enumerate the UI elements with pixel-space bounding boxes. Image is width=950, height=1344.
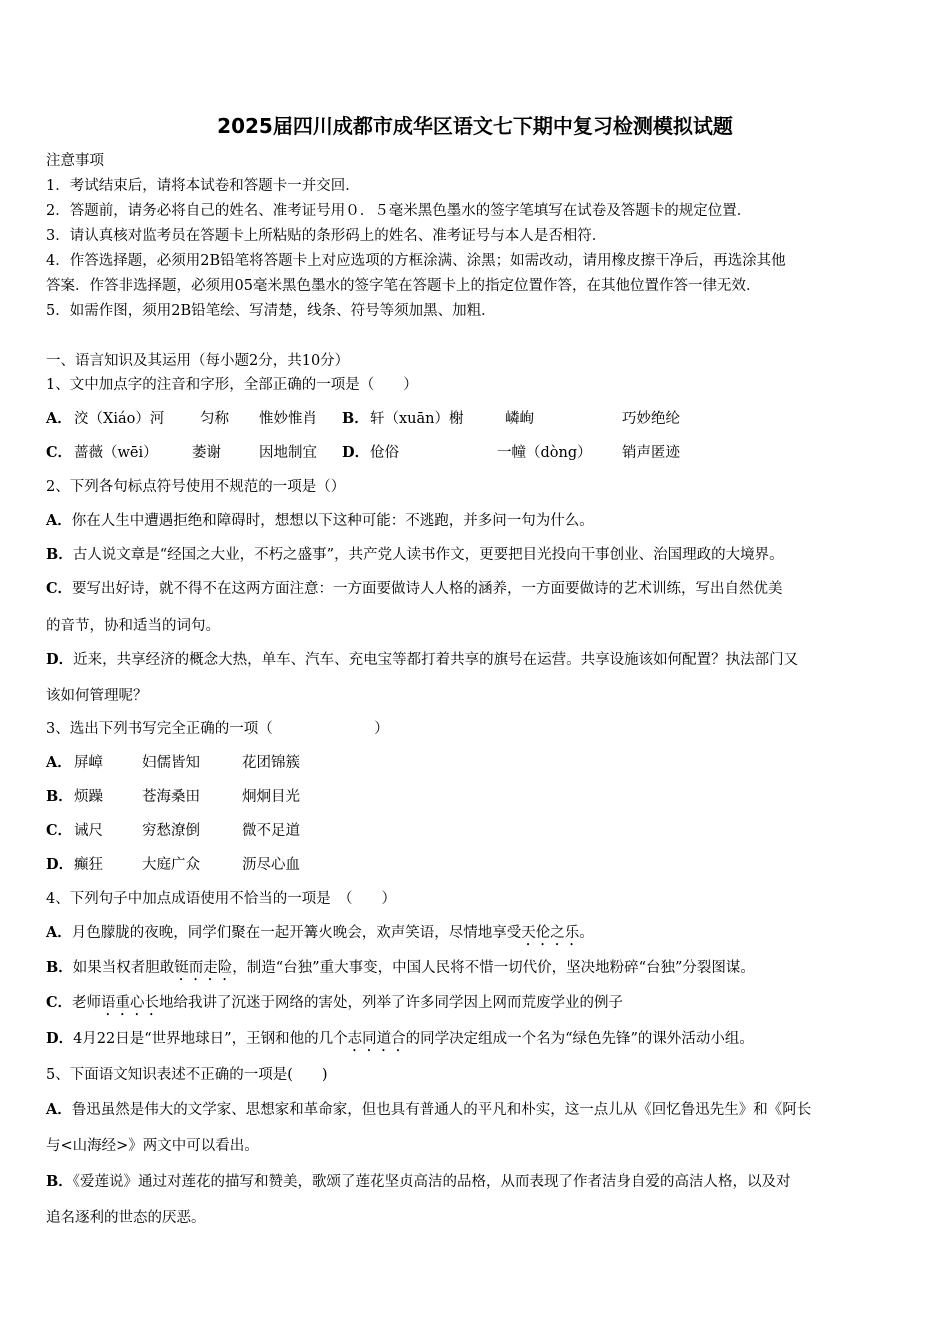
q2-option-a-label: A． xyxy=(46,512,72,529)
q1-option-c-label: C． xyxy=(46,444,73,461)
q1-option-a-word-3: 惟妙惟肖 xyxy=(259,411,317,427)
q3-option-b-word-3: 炯炯目光 xyxy=(242,789,300,805)
q1-option-c-word-2: 萎谢 xyxy=(192,445,221,461)
q3-option-a-word-2: 妇儒皆知 xyxy=(142,755,200,771)
q4-option-a-post: 。 xyxy=(579,925,594,941)
q1-option-c-word-3: 因地制宜 xyxy=(259,445,317,461)
q3-option-d-label: D． xyxy=(46,856,74,873)
q1-option-b-word-2: 嶙峋 xyxy=(505,411,534,427)
q2-option-d xyxy=(46,649,798,671)
q2-option-d-label: D． xyxy=(46,651,74,668)
q2-option-c-label: C． xyxy=(46,580,73,597)
q1-option-d-word-2: 一幢（dòng） xyxy=(497,445,592,461)
q1-option-b-word-1: 轩（xuān）榭 xyxy=(370,411,464,427)
section-heading: 一、语言知识及其运用（每小题2分，共10分） xyxy=(46,353,350,369)
q4-option-b xyxy=(46,957,755,984)
q4-option-a-idiom: 天伦之乐 xyxy=(521,925,580,941)
q3-option-b-label: B． xyxy=(46,788,73,805)
q1-option-a-word-1: 洨（Xiáo）河 xyxy=(74,411,165,427)
q5-option-a-cont: 与<山海经>》两文中可以看出。 xyxy=(46,1138,259,1154)
q3-option-c-word-2: 穷愁潦倒 xyxy=(142,823,200,839)
q4-option-b-pre: 如果当权者胆敢 xyxy=(72,960,175,976)
q5-option-a-label: A． xyxy=(46,1101,72,1118)
q1-option-d-word-3: 销声匿迹 xyxy=(622,445,680,461)
q5-option-a xyxy=(46,1099,811,1121)
q4-option-b-post: ，制造“台独”重大事变，中国人民将不惜一切代价，坚决地粉碎“台独”分裂图谋。 xyxy=(232,960,755,976)
q5-stem: 5、下面语文知识表述不正确的一项是( ) xyxy=(46,1067,328,1083)
notice-line-4-cont: 答案．作答非选择题，必须用05毫米黑色墨水的签字笔在答题卡上的指定位置作答，在其他位置作答一律无效． xyxy=(46,278,761,294)
q2-option-d-text: 近来，共享经济的概念大热，单车、汽车、充电宝等都打着共享的旗号在运营。共享设施该如何配置？执法部门又 xyxy=(73,652,799,668)
q2-option-c-text: 要写出好诗，就不得不在这两方面注意：一方面要做诗人人格的涵养，一方面要做诗的艺术训练，写出自然优美 xyxy=(72,581,783,597)
q4-option-d-idiom: 志同道合 xyxy=(347,1031,406,1047)
q4-option-a xyxy=(46,922,594,949)
q1-option-c-word-1: 蔷薇（wēi） xyxy=(74,445,158,461)
q4-option-a-pre: 月色朦胧的夜晚，同学们聚在一起开篝火晚会，欢声笑语，尽情地享受 xyxy=(71,925,522,941)
q4-option-d-pre: 4月22日是“世界地球日”，王钢和他的几个 xyxy=(73,1031,348,1047)
q1-option-a-word-2: 匀称 xyxy=(200,411,229,427)
q4-option-d xyxy=(46,1028,754,1055)
q3-option-c-word-3: 微不足道 xyxy=(242,823,300,839)
notice-line-5: 5．如需作图，须用2B铅笔绘、写清楚，线条、符号等须加黑、加粗． xyxy=(46,303,496,319)
q5-option-b-label: B． xyxy=(46,1173,73,1190)
q2-option-a-text: 你在人生中遭遇拒绝和障碍时，想想以下这种可能：不逃跑，并多问一句为什么。 xyxy=(71,513,594,529)
q3-option-a-word-1: 屏嶂 xyxy=(74,755,103,771)
q3-option-d-word-1: 癫狂 xyxy=(74,857,103,873)
q2-option-b-text: 古人说文章是“经国之大业，不朽之盛事”，共产党人读书作文，更要把目光投向干事创业、治国理政的大境界。 xyxy=(72,547,784,563)
q5-option-b xyxy=(46,1171,791,1193)
q1-option-b-word-3: 巧妙绝纶 xyxy=(622,411,680,427)
q2-option-a xyxy=(46,510,594,532)
q2-stem: 2、下列各句标点符号使用不规范的一项是（） xyxy=(46,479,346,495)
q3-option-c-label: C． xyxy=(46,822,73,839)
q1-option-a-label: A． xyxy=(46,410,72,427)
q4-option-c xyxy=(46,992,623,1019)
q4-option-c-idiom: 语重心长 xyxy=(101,995,160,1011)
q4-option-b-idiom: 铤而走险 xyxy=(174,960,233,976)
q4-option-c-label: C． xyxy=(46,994,73,1011)
q4-option-c-post: 地给我讲了沉迷于网络的害处，列举了许多同学因上网而荒废学业的例子 xyxy=(159,995,624,1011)
q3-option-a-label: A． xyxy=(46,754,72,771)
notice-heading: 注意事项 xyxy=(46,153,104,169)
q3-option-c-word-1: 诫尺 xyxy=(74,823,103,839)
q1-option-b-label: B． xyxy=(342,410,369,427)
q2-option-d-cont: 该如何管理呢？ xyxy=(46,688,148,704)
q5-option-b-text: 《爱莲说》通过对莲花的描写和赞美，歌颂了莲花坚贞高洁的品格，从而表现了作者洁身自爱的高洁人格，以及对 xyxy=(72,1174,791,1190)
q3-option-a-word-3: 花团锦簇 xyxy=(242,755,300,771)
q1-option-d-label: D． xyxy=(342,444,370,461)
q1-option-d-word-1: 伧俗 xyxy=(370,445,399,461)
page-title: 2025届四川成都市成华区语文七下期中复习检测模拟试题 xyxy=(217,114,733,138)
notice-line-4: 4．作答选择题，必须用2B铅笔将答题卡上对应选项的方框涂满、涂黑；如需改动，请用橡皮擦干净后，再选涂其他 xyxy=(46,253,786,269)
q2-option-b-label: B． xyxy=(46,546,73,563)
q3-stem: 3、选出下列书写完全正确的一项（ ） xyxy=(46,721,389,737)
notice-line-2: 2．答题前，请务必将自己的姓名、准考证号用０．５毫米黑色墨水的签字笔填写在试卷及答题卡的规定位置． xyxy=(46,203,752,219)
q4-option-d-post: 的同学决定组成一个名为“绿色先锋”的课外活动小组。 xyxy=(405,1031,754,1047)
q1-stem: 1、文中加点字的注音和字形，全部正确的一项是（ ） xyxy=(46,377,418,393)
notice-line-3: 3．请认真核对监考员在答题卡上所粘贴的条形码上的姓名、准考证号与本人是否相符． xyxy=(46,228,607,244)
q5-option-a-text: 鲁迅虽然是伟大的文学家、思想家和革命家，但也具有普通人的平凡和朴实，这一点儿从《回忆鲁迅先生》和《阿长 xyxy=(71,1102,812,1118)
notice-line-1: 1．考试结束后，请将本试卷和答题卡一并交回． xyxy=(46,178,360,194)
q5-option-b-cont: 追名逐利的世态的厌恶。 xyxy=(46,1210,206,1226)
q3-option-b-word-1: 烦躁 xyxy=(74,789,103,805)
q2-option-c xyxy=(46,578,783,600)
q3-option-d-word-3: 沥尽心血 xyxy=(242,857,300,873)
q3-option-b-word-2: 苍海桑田 xyxy=(142,789,200,805)
q2-option-b xyxy=(46,544,784,566)
q4-option-a-label: A． xyxy=(46,924,72,941)
q4-option-c-pre: 老师 xyxy=(72,995,102,1011)
q4-stem: 4、下列句子中加点成语使用不恰当的一项是 （ ） xyxy=(46,891,396,907)
q4-option-d-label: D． xyxy=(46,1030,74,1047)
q2-option-c-cont: 的音节，协和适当的词句。 xyxy=(46,618,220,634)
q3-option-d-word-2: 大庭广众 xyxy=(142,857,200,873)
q4-option-b-label: B． xyxy=(46,959,73,976)
